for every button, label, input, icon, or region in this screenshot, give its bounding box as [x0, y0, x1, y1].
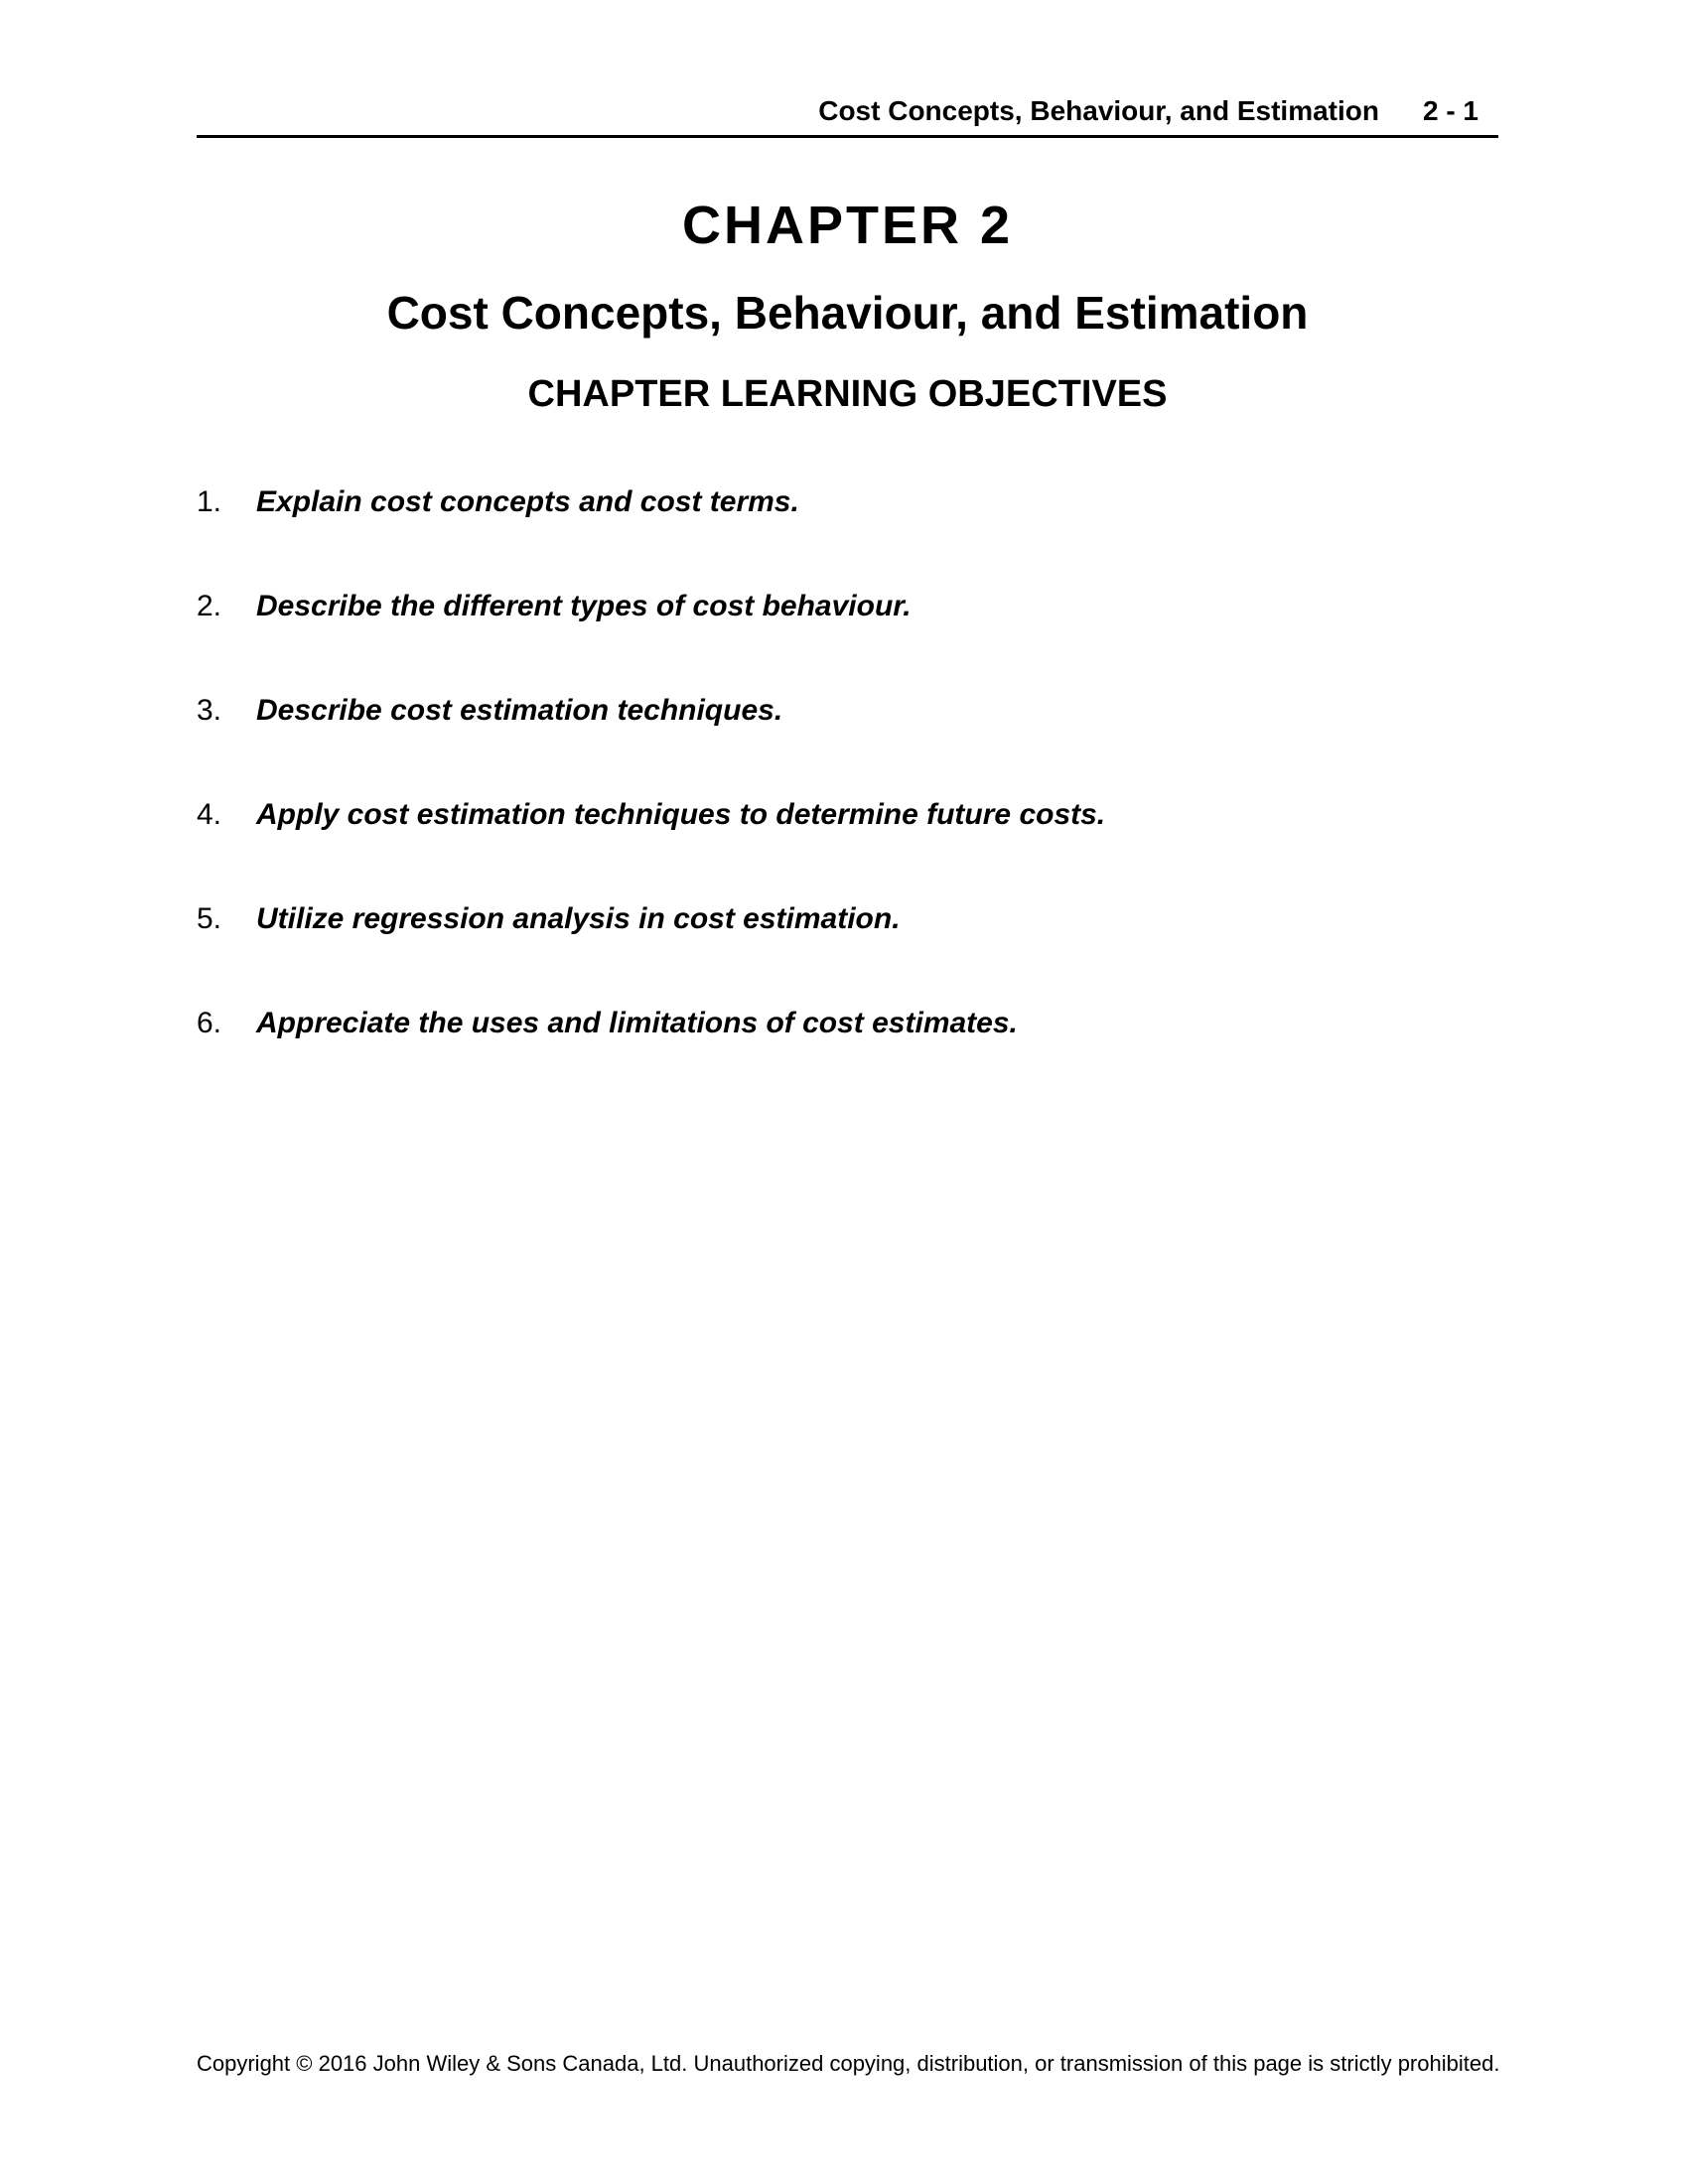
- objective-text: Apply cost estimation techniques to determine future costs.: [256, 798, 1106, 831]
- objective-text: Describe cost estimation techniques.: [256, 694, 783, 727]
- objective-item: [197, 484, 1498, 589]
- objectives-heading: CHAPTER LEARNING OBJECTIVES: [527, 373, 1168, 415]
- objective-number: 1.: [197, 485, 222, 518]
- objective-item: [197, 693, 1498, 797]
- objective-item: [197, 797, 1498, 901]
- objective-item: [197, 1006, 1498, 1110]
- objective-item: [197, 901, 1498, 1006]
- objective-text: Describe the different types of cost behaviour.: [256, 590, 912, 622]
- objective-text: Explain cost concepts and cost terms.: [256, 485, 799, 518]
- objective-number: 6.: [197, 1007, 222, 1039]
- header-page-number: 2 - 1: [1422, 95, 1478, 126]
- header-title: Cost Concepts, Behaviour, and Estimation: [818, 95, 1379, 126]
- objective-text: Utilize regression analysis in cost estimation.: [256, 902, 901, 935]
- objective-number: 2.: [197, 590, 222, 622]
- objective-number: 4.: [197, 798, 222, 831]
- objective-number: 3.: [197, 694, 222, 727]
- chapter-title: Cost Concepts, Behaviour, and Estimation: [386, 287, 1309, 339]
- objectives-list: [197, 484, 1498, 1110]
- copyright-footer: Copyright © 2016 John Wiley & Sons Canada, Ltd. Unauthorized copying, distribution, or transmission of this page is strictly prohibited.: [197, 2051, 1500, 2076]
- objective-number: 5.: [197, 902, 222, 935]
- objective-item: [197, 589, 1498, 693]
- objective-text: Appreciate the uses and limitations of cost estimates.: [256, 1007, 1018, 1039]
- running-header: [197, 95, 1498, 138]
- chapter-label: CHAPTER 2: [681, 196, 1014, 255]
